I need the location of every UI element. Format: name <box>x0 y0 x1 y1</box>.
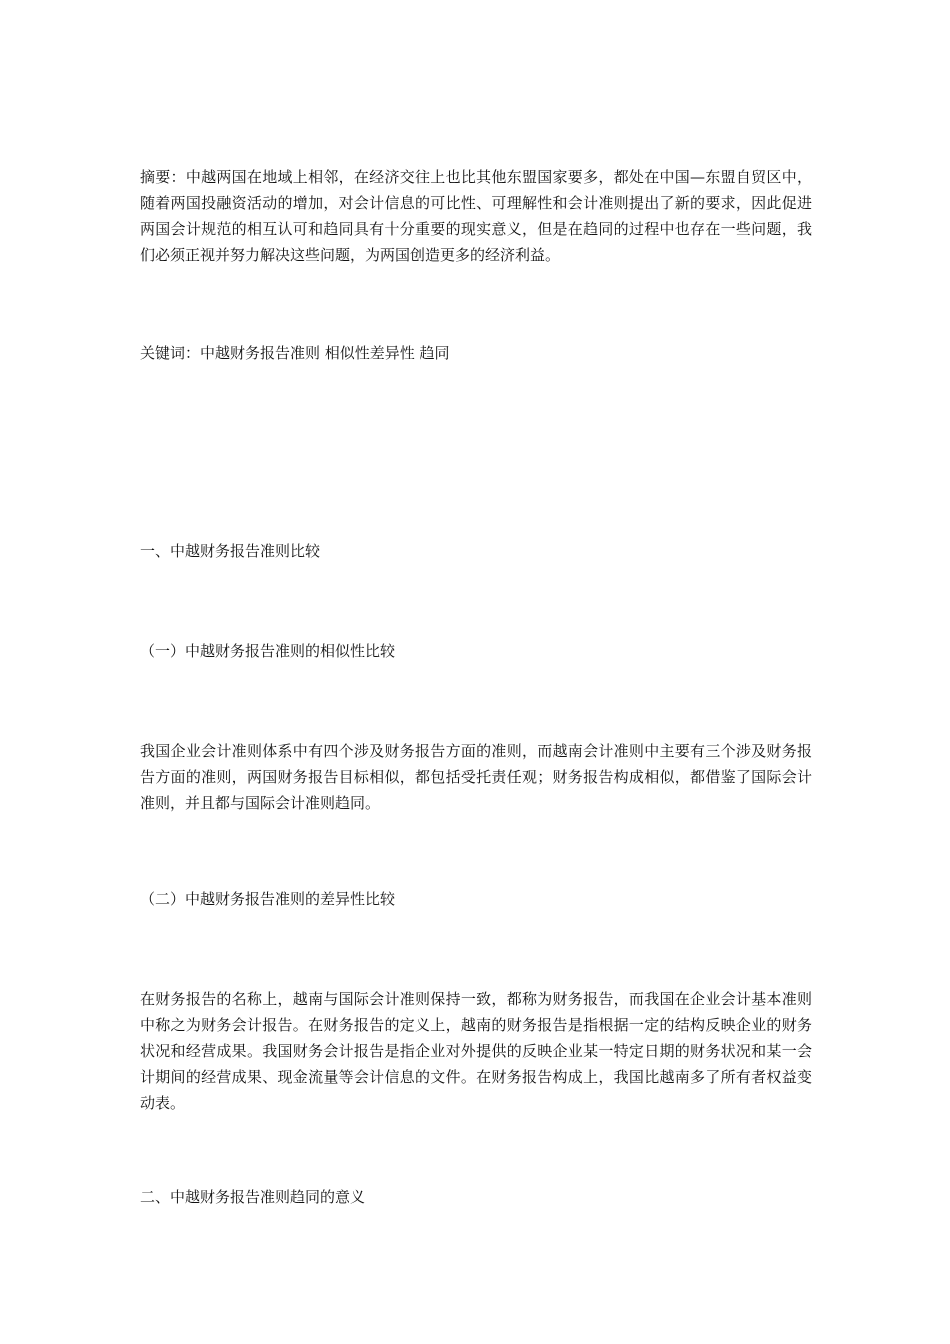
abstract-paragraph: 摘要：中越两国在地域上相邻，在经济交往上也比其他东盟国家要多，都处在中国—东盟自贸区中，随着两国投融资活动的增加，对会计信息的可比性、可理解性和会计准则提出了新的要求，因此促进两国会计规范的相互认可和趋同具有十分重要的现实意义，但是在趋同的过程中也存在一些问题，我们必须正视并努力解决这些问题，为两国创造更多的经济利益。 <box>140 168 812 264</box>
keywords-line: 关键词：中越财务报告准则 相似性差异性 趋同 <box>140 344 450 362</box>
body-paragraph-difference: 在财务报告的名称上，越南与国际会计准则保持一致，都称为财务报告，而我国在企业会计基本准则中称之为财务会计报告。在财务报告的定义上，越南的财务报告是指根据一定的结构反映企业的财务状况和经营成果。我国财务会计报告是指企业对外提供的反映企业某一特定日期的财务状况和某一会计期间的经营成果、现金流量等会计信息的文件。在财务报告构成上，我国比越南多了所有者权益变动表。 <box>140 990 812 1112</box>
section-heading-1: 一、中越财务报告准则比较 <box>140 542 321 560</box>
section-heading-2: 二、中越财务报告准则趋同的意义 <box>140 1188 366 1206</box>
subsection-heading-1-2: （二）中越财务报告准则的差异性比较 <box>140 890 396 908</box>
body-paragraph-similarity: 我国企业会计准则体系中有四个涉及财务报告方面的准则，而越南会计准则中主要有三个涉及财务报告方面的准则，两国财务报告目标相似，都包括受托责任观；财务报告构成相似，都借鉴了国际会计准则，并且都与国际会计准则趋同。 <box>140 742 812 812</box>
subsection-heading-1-1: （一）中越财务报告准则的相似性比较 <box>140 642 396 660</box>
